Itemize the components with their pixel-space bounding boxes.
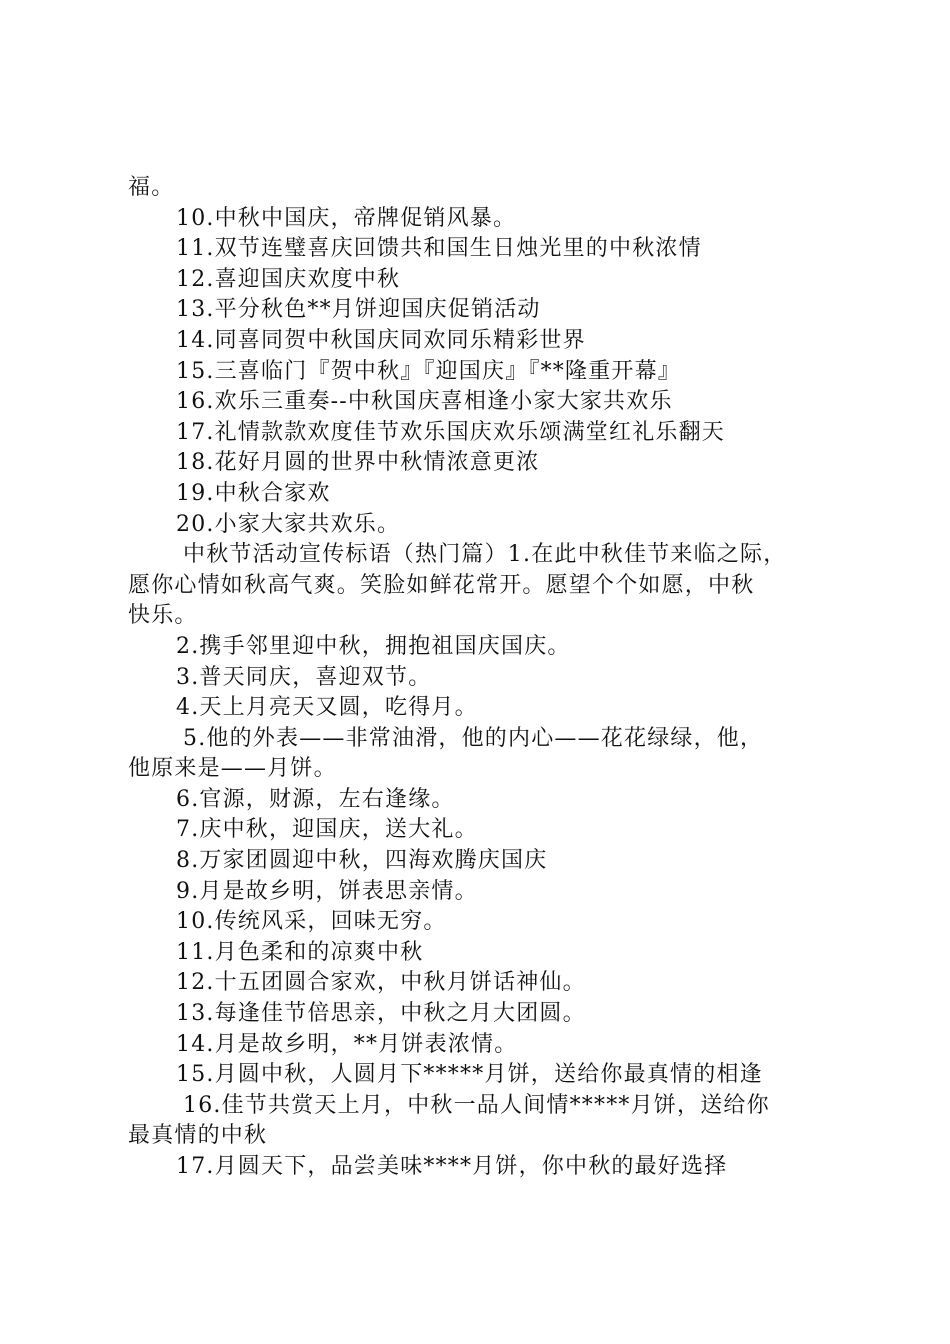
slogan-item: 18.花好月圆的世界中秋情浓意更浓 — [176, 450, 540, 476]
slogan-item: 2.携手邻里迎中秋，拥抱祖国庆国庆。 — [176, 633, 571, 659]
text-line: 最真情的中秋 — [128, 1123, 268, 1149]
text-line: 愿你心情如秋高气爽。笑脸如鲜花常开。愿望个个如愿，中秋 — [128, 572, 755, 598]
slogan-item: 20.小家大家共欢乐。 — [176, 511, 401, 537]
slogan-item: 15.三喜临门『贺中秋』『迎国庆』『**隆重开幕』 — [176, 358, 681, 384]
slogan-item: 10.中秋中国庆，帝牌促销风暴。 — [176, 205, 517, 231]
slogan-item: 16.欢乐三重奏--中秋国庆喜相逢小家大家共欢乐 — [176, 389, 673, 415]
slogan-item: 7.庆中秋，迎国庆，送大礼。 — [176, 817, 478, 843]
slogan-item: 19.中秋合家欢 — [176, 480, 331, 506]
slogan-item: 15.月圆中秋，人圆月下*****月饼，送给你最真情的相逢 — [176, 1062, 763, 1088]
slogan-item: 10.传统风采，回味无穷。 — [176, 909, 447, 935]
slogan-item: 16.佳节共赏天上月，中秋一品人间情*****月饼，送给你 — [183, 1092, 770, 1118]
slogan-item: 17.礼情款款欢度佳节欢乐国庆欢乐颂满堂红礼乐翻天 — [176, 419, 725, 445]
slogan-item: 4.天上月亮天又圆，吃得月。 — [176, 695, 478, 721]
text-line: 他原来是——月饼。 — [128, 756, 337, 782]
text-line: 快乐。 — [128, 603, 198, 629]
slogan-item: 12.喜迎国庆欢度中秋 — [176, 266, 401, 292]
slogan-item: 11.月色柔和的凉爽中秋 — [176, 939, 424, 965]
slogan-item: 17.月圆天下，品尝美味****月饼，你中秋的最好选择 — [176, 1154, 728, 1179]
slogan-item: 11.双节连璧喜庆回馈共和国生日烛光里的中秋浓情 — [176, 236, 702, 262]
section-heading-line: 中秋节活动宣传标语（热门篇）1.在此中秋佳节来临之际， — [183, 542, 787, 568]
slogan-item: 14.月是故乡明，**月饼表浓情。 — [176, 1031, 518, 1057]
slogan-item: 6.官源，财源，左右逢缘。 — [176, 786, 455, 812]
slogan-item: 8.万家团圆迎中秋，四海欢腾庆国庆 — [176, 848, 548, 874]
slogan-item: 14.同喜同贺中秋国庆同欢同乐精彩世界 — [176, 327, 586, 353]
slogan-item: 9.月是故乡明，饼表思亲情。 — [176, 878, 478, 904]
slogan-item: 5.他的外表——非常油滑，他的内心——花花绿绿，他， — [183, 725, 764, 751]
slogan-item: 12.十五团圆合家欢，中秋月饼话神仙。 — [176, 970, 586, 996]
text-line: 福。 — [128, 175, 175, 200]
slogan-item: 3.普天同庆，喜迎双节。 — [176, 664, 432, 690]
slogan-item: 13.每逢佳节倍思亲，中秋之月大团圆。 — [176, 1001, 586, 1027]
slogan-item: 13.平分秋色**月饼迎国庆促销活动 — [176, 297, 541, 323]
document-body — [128, 173, 843, 1183]
